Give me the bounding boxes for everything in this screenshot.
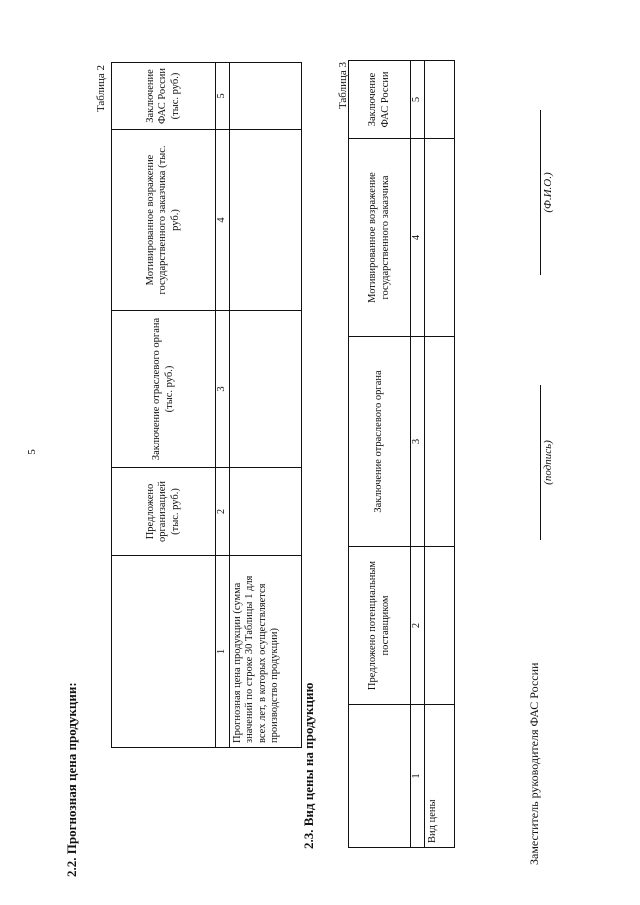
table-2-column-number: 5: [216, 63, 230, 130]
table-2: [111, 62, 302, 748]
table-2-column-number: 4: [216, 130, 230, 311]
table-3-empty-cell: [424, 139, 454, 337]
signature-line: [540, 385, 541, 540]
signatory-position: Заместитель руководителя ФАС России: [527, 662, 541, 865]
table-2-header-cell: Мотивированное возражение государственного заказчика (тыс. руб.): [112, 130, 216, 311]
table-3-empty-cell: [424, 61, 454, 139]
table-2-caption: Таблица 2: [95, 65, 107, 113]
table-2-column-number: 2: [216, 468, 230, 556]
page-number: 5: [26, 449, 38, 455]
table-3-column-number: 4: [411, 139, 425, 337]
section-2-3-heading: 2.3. Вид цены на продукцию: [301, 682, 316, 849]
table-2-column-number: 3: [216, 311, 230, 468]
table-2-column-number: 1: [216, 556, 230, 748]
table-3-header-cell: Мотивированное возражение государственного заказчика: [349, 139, 411, 337]
table-3-header-cell: Предложено потенциальным поставщиком: [349, 547, 411, 705]
table-3-column-number: 2: [411, 547, 425, 705]
table-3-column-number: 5: [411, 61, 425, 139]
table-3-row-label: Вид цены: [424, 705, 454, 848]
table-3-caption: Таблица 3: [337, 62, 349, 110]
table-3-row: [424, 61, 454, 848]
table-2-number-row: [216, 63, 230, 748]
table-2-header-row: [112, 63, 216, 748]
table-2-empty-cell: [229, 311, 301, 468]
table-3-empty-cell: [424, 547, 454, 705]
table-3: [348, 60, 455, 848]
section-2-2-heading: 2.2. Прогнозная цена продукции:: [64, 682, 79, 877]
table-3-column-number: 3: [411, 337, 425, 547]
table-3-empty-cell: [424, 337, 454, 547]
table-3-header-cell: [349, 705, 411, 848]
name-line: [540, 110, 541, 275]
table-2-empty-cell: [229, 130, 301, 311]
table-2-row-label: Прогнозная цена продукции (сумма значений по строке 30 Таблицы 1 для всех лет, в которых осуществляется производство продукции): [229, 556, 301, 748]
table-3-header-cell: Заключение отраслевого органа: [349, 337, 411, 547]
name-caption: (Ф.И.О.): [542, 172, 554, 213]
table-2-header-cell: [112, 556, 216, 748]
table-3-number-row: [411, 61, 425, 848]
table-2-row: [229, 63, 301, 748]
table-2-empty-cell: [229, 63, 301, 130]
table-2-empty-cell: [229, 468, 301, 556]
signature-caption: (подпись): [542, 440, 554, 485]
table-3-header-row: [349, 61, 411, 848]
table-2-header-cell: Заключение отраслевого органа (тыс. руб.): [112, 311, 216, 468]
table-3-header-cell: Заключение ФАС России: [349, 61, 411, 139]
table-2-header-cell: Заключение ФАС России (тыс. руб.): [112, 63, 216, 130]
table-2-header-cell: Предложено организацией (тыс. руб.): [112, 468, 216, 556]
table-3-column-number: 1: [411, 705, 425, 848]
